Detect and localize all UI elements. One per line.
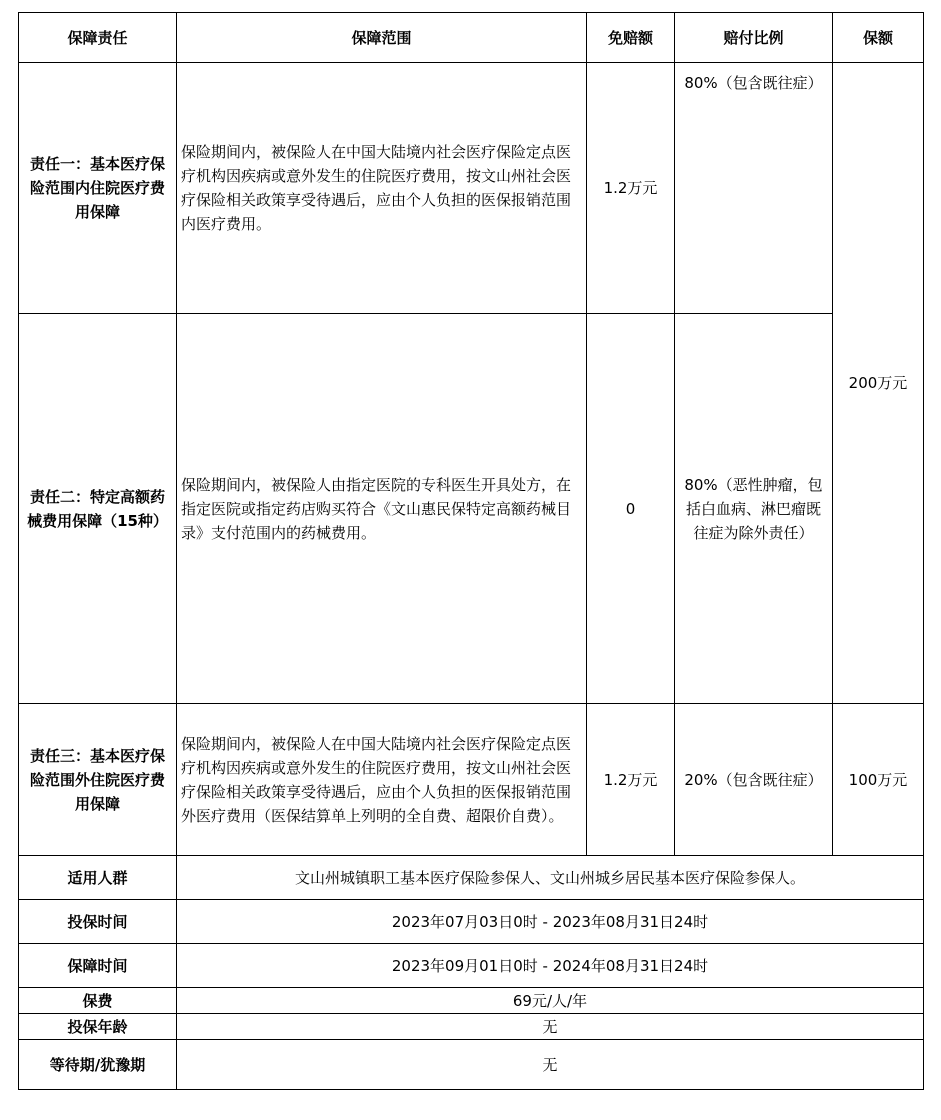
insurance-coverage-table: [18, 12, 924, 1090]
header-amount: 保额: [833, 13, 924, 63]
info-label: 适用人群: [19, 856, 177, 900]
info-row-audience: [19, 856, 924, 900]
info-value: 2023年09月01日0时 - 2024年08月31日24时: [177, 944, 924, 988]
header-ratio: 赔付比例: [675, 13, 833, 63]
header-scope: 保障范围: [177, 13, 587, 63]
info-value: 无: [177, 1014, 924, 1040]
info-label: 投保时间: [19, 900, 177, 944]
info-row-coverage-time: [19, 944, 924, 988]
info-value: 文山州城镇职工基本医疗保险参保人、文山州城乡居民基本医疗保险参保人。: [177, 856, 924, 900]
info-value: 2023年07月03日0时 - 2023年08月31日24时: [177, 900, 924, 944]
info-row-age: [19, 1014, 924, 1040]
deductible-cell: 0: [587, 314, 675, 704]
scope-cell: 保险期间内，被保险人在中国大陆境内社会医疗保险定点医疗机构因疾病或意外发生的住院医疗费用，按文山州社会医疗保险相关政策享受待遇后，应由个人负担的医保报销范围外医疗费用（医保结算单上列明的全自费、超限价自费）。: [177, 704, 587, 856]
scope-cell: 保险期间内，被保险人在中国大陆境内社会医疗保险定点医疗机构因疾病或意外发生的住院医疗费用，按文山州社会医疗保险相关政策享受待遇后，应由个人负担的医保报销范围内医疗费用。: [177, 63, 587, 314]
table-row: [19, 314, 924, 704]
info-label: 投保年龄: [19, 1014, 177, 1040]
info-value: 无: [177, 1040, 924, 1090]
deductible-cell: 1.2万元: [587, 704, 675, 856]
responsibility-cell: 责任一：基本医疗保险范围内住院医疗费用保障: [19, 63, 177, 314]
ratio-cell: 20%（包含既往症）: [675, 704, 833, 856]
amount-cell: 100万元: [833, 704, 924, 856]
ratio-cell: 80%（恶性肿瘤，包括白血病、淋巴瘤既往症为除外责任）: [675, 314, 833, 704]
info-row-waiting: [19, 1040, 924, 1090]
header-responsibility: 保障责任: [19, 13, 177, 63]
info-label: 保障时间: [19, 944, 177, 988]
header-deductible: 免赔额: [587, 13, 675, 63]
scope-cell: 保险期间内，被保险人由指定医院的专科医生开具处方，在指定医院或指定药店购买符合《文山惠民保特定高额药械目录》支付范围内的药械费用。: [177, 314, 587, 704]
responsibility-cell: 责任三：基本医疗保险范围外住院医疗费用保障: [19, 704, 177, 856]
header-row: [19, 13, 924, 63]
info-label: 等待期/犹豫期: [19, 1040, 177, 1090]
table-row: [19, 704, 924, 856]
info-row-premium: [19, 988, 924, 1014]
insurance-table-container: [18, 12, 924, 1090]
responsibility-cell: 责任二：特定高额药械费用保障（15种）: [19, 314, 177, 704]
shared-amount-cell: 200万元: [833, 63, 924, 704]
info-row-enroll-time: [19, 900, 924, 944]
info-label: 保费: [19, 988, 177, 1014]
ratio-cell: 80%（包含既往症）: [675, 63, 833, 314]
deductible-cell: 1.2万元: [587, 63, 675, 314]
table-row: [19, 63, 924, 314]
info-value: 69元/人/年: [177, 988, 924, 1014]
